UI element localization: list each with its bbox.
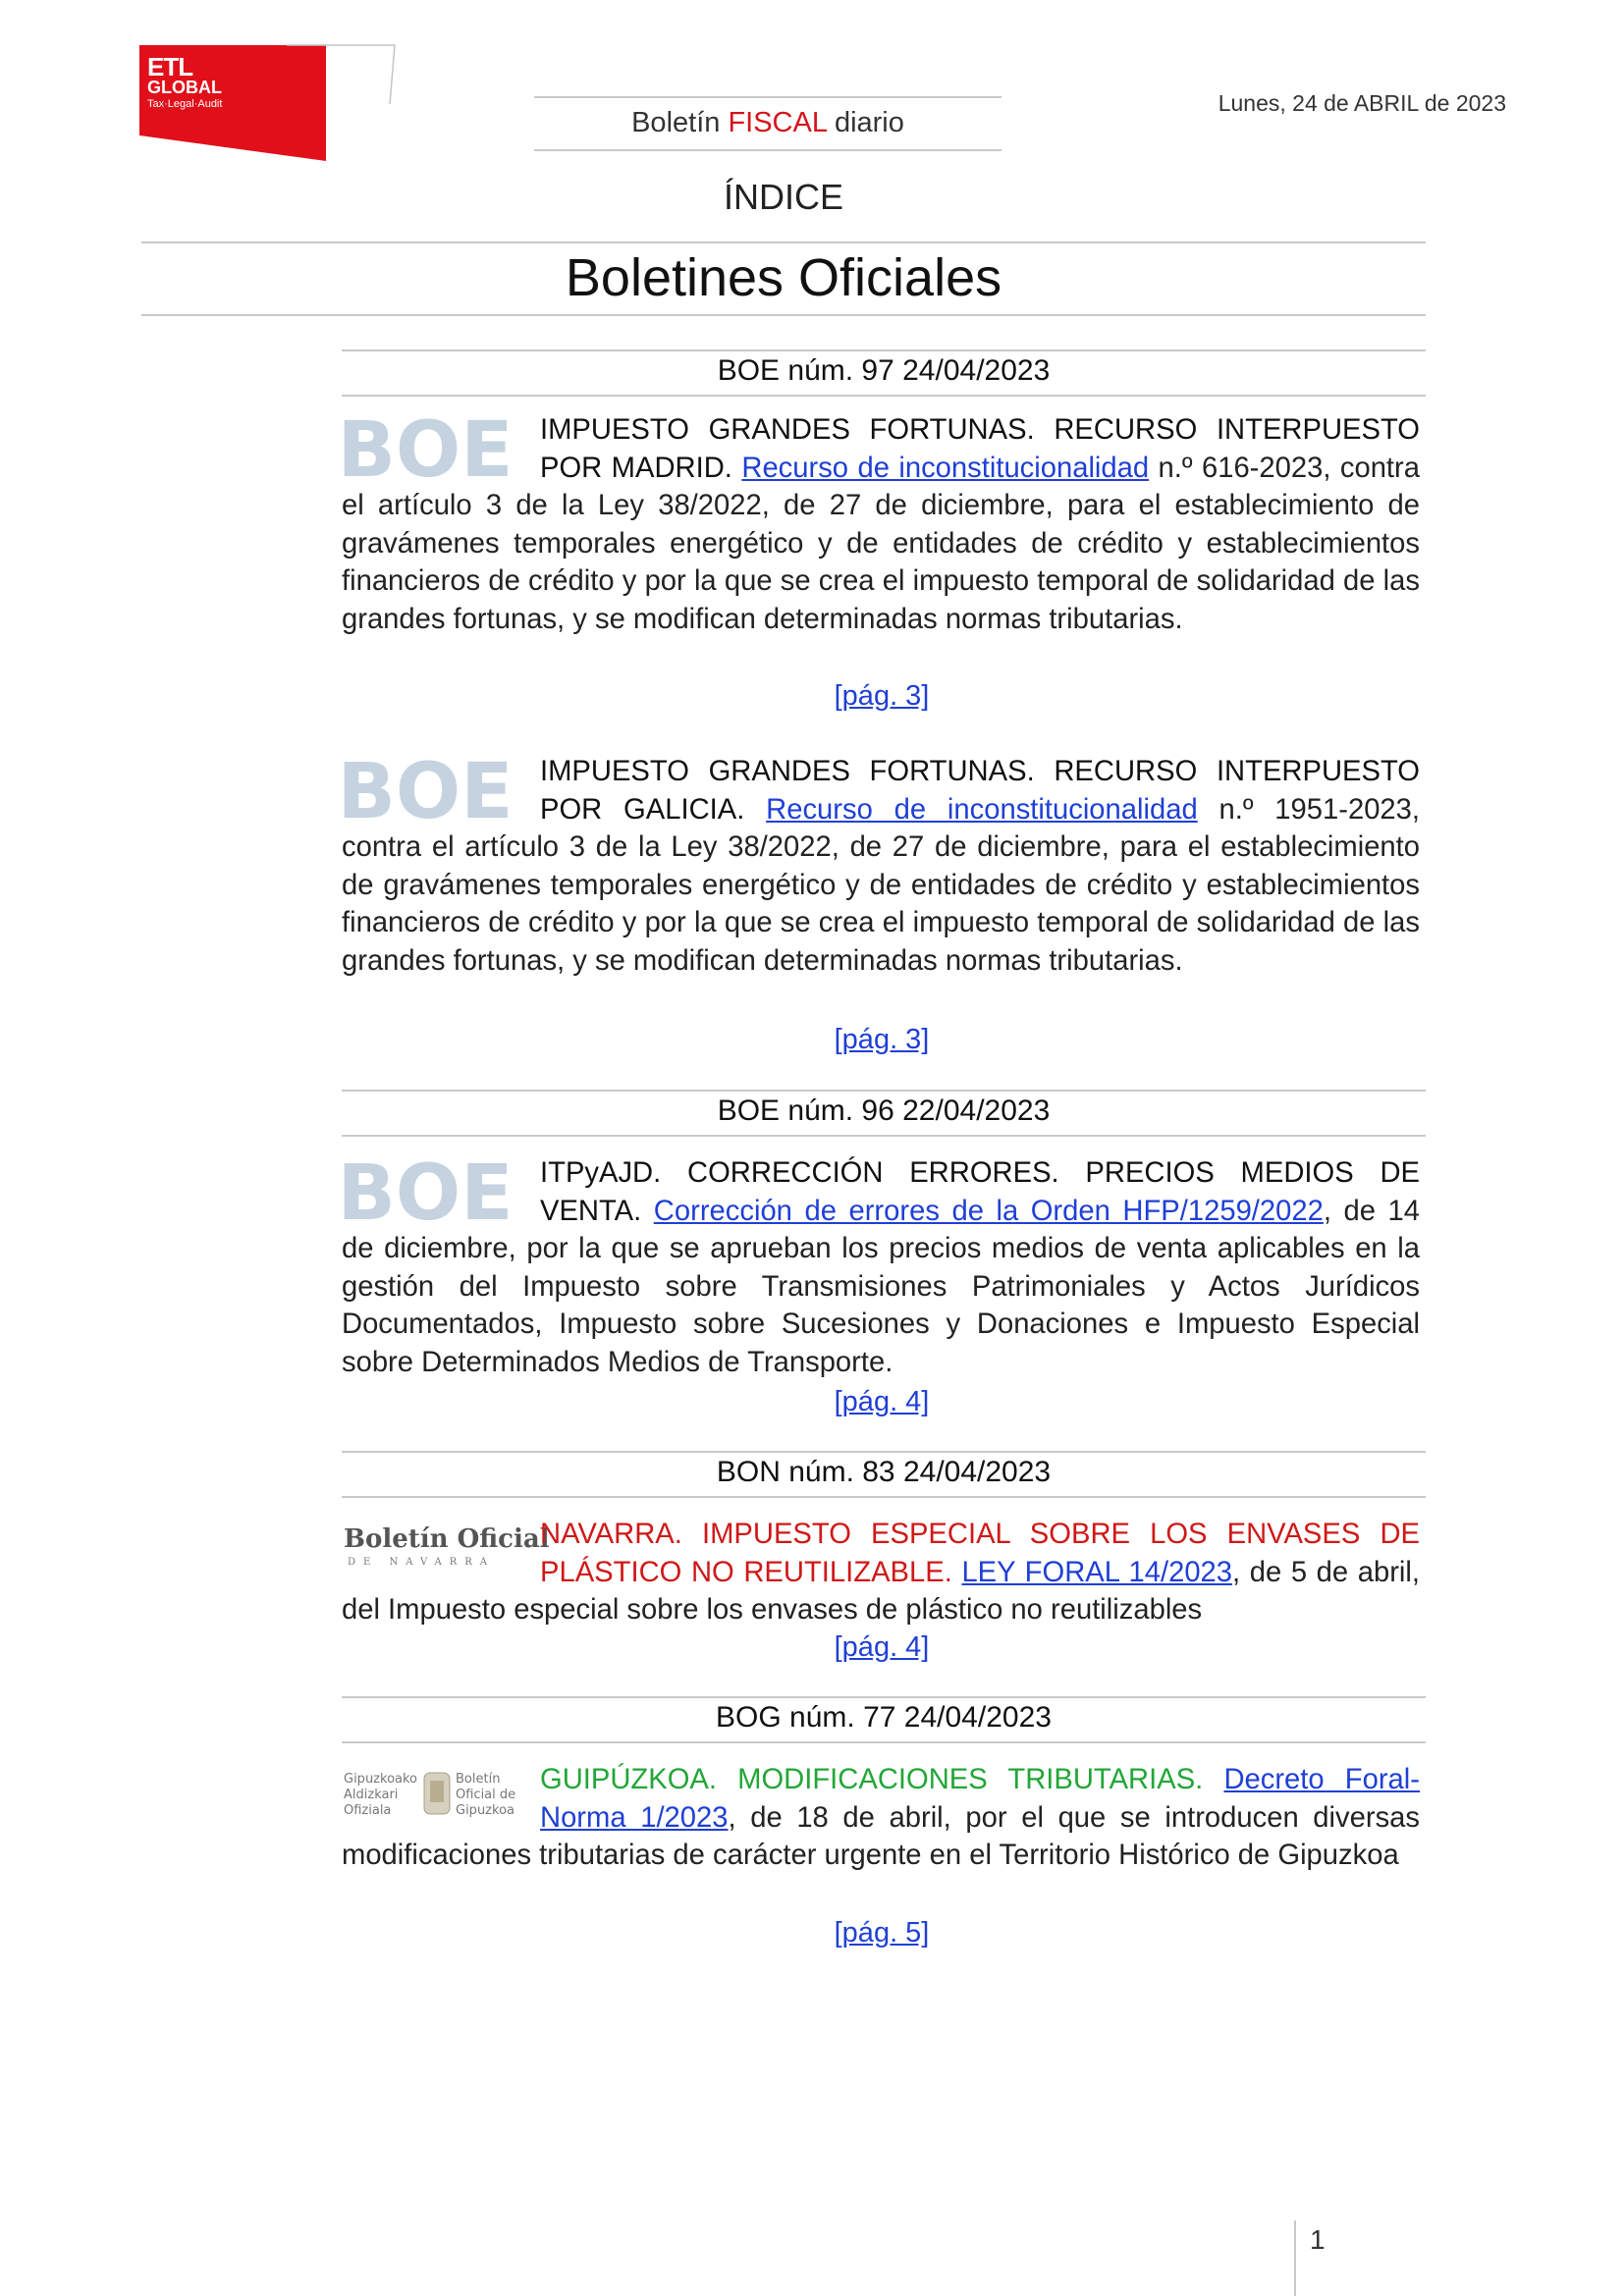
entry-body: n.º 1951-2023, contra el artículo 3 de la Ley 38/2022, de 27 de diciembre, para el establecimiento de gravámenes temporales energético y de entidades de crédito y establecimientos financieros de crédito y por la que se crea el impuesto temporal de solidaridad de las grandes fortunas, y se modifican determinadas normas tributarias. (342, 793, 1420, 977)
entry-heading: NAVARRA. IMPUESTO ESPECIAL SOBRE LOS ENVASES DE PLÁSTICO NO REUTILIZABLE. (540, 1519, 1420, 1588)
page-number-separator (1294, 2220, 1296, 2296)
orden-hfp-1259-2022-link[interactable]: Corrección de errores de la Orden HFP/1259/2022 (653, 1195, 1324, 1227)
etl-global-logo (139, 45, 395, 161)
bog-logo-right-3: Gipuzkoa (456, 1803, 514, 1818)
entry-body: , de 14 de diciembre, por la que se aprueban los precios medios de venta aplicables en la gestión del Impuesto sobre Transmisiones Patrimoniales y Actos Jurídicos Documentados, Impuesto sobre Sucesiones y Donaciones e Impuesto Especial sobre Determinados Medios de Transporte. (342, 1195, 1420, 1378)
entry-page-ref (342, 1914, 1422, 1951)
publication-date: Lunes, 24 de ABRIL de 2023 (1218, 90, 1506, 116)
page-link[interactable]: [pág. 5] (834, 1917, 930, 1949)
entry-body: , de 5 de abril, del Impuesto especial sobre los envases de plástico no reutilizables (342, 1556, 1420, 1626)
logo-main-text: ETL (147, 52, 193, 81)
boe-logo-text: BOE (337, 406, 514, 495)
ley-foral-14-2023-link[interactable]: LEY FORAL 14/2023 (961, 1556, 1233, 1588)
entry-heading: IMPUESTO GRANDES FORTUNAS. RECURSO INTERPUESTO POR MADRID. (540, 414, 1420, 484)
bulletin-header-boe-96: BOE núm. 96 22/04/2023 (717, 1095, 1051, 1127)
logo-sub-text: GLOBAL (147, 78, 222, 97)
entry-guipuzkoa-modificaciones (342, 1761, 1420, 1875)
entry-navarra-envases-plastico (342, 1516, 1420, 1629)
divider (342, 1496, 1426, 1498)
entry-impuesto-fortunas-madrid (337, 406, 1420, 638)
bulletin-title-suffix: diario (826, 107, 904, 138)
boe-logo-icon (337, 1149, 514, 1238)
divider (141, 314, 1426, 316)
bon-logo-line2: DE NAVARRA (348, 1557, 496, 1568)
entry-itpajd-correccion (337, 1149, 1420, 1381)
recurso-inconstitucionalidad-madrid-link[interactable]: Recurso de inconstitucionalidad (741, 452, 1150, 484)
bon-logo-line1: Boletín Oficial (344, 1524, 550, 1554)
decreto-foral-norma-1-2023-link[interactable]: Decreto Foral-Norma 1/2023 (540, 1764, 1420, 1834)
entry-impuesto-fortunas-galicia (337, 748, 1420, 980)
page-link[interactable]: [pág. 4] (834, 1386, 930, 1417)
boe-logo-text: BOE (337, 1149, 514, 1238)
entry-page-ref (342, 1383, 1422, 1420)
entry-heading: GUIPÚZKOA. MODIFICACIONES TRIBUTARIAS. (540, 1764, 1224, 1795)
bog-logo-left-2: Aldizkari (344, 1788, 399, 1802)
bulletin-title-prefix: Boletín (631, 107, 729, 138)
entry-page-ref (342, 677, 1422, 715)
bulletin-header-boe-97: BOE núm. 97 24/04/2023 (717, 354, 1051, 387)
page-number: 1 (1310, 2224, 1326, 2255)
bulletin-header-bon-83: BON núm. 83 24/04/2023 (716, 1456, 1052, 1488)
divider (141, 241, 1426, 243)
divider (342, 1135, 1426, 1137)
entry-heading: ITPyAJD. CORRECCIÓN ERRORES. PRECIOS MEDIOS DE VENTA. (540, 1157, 1420, 1227)
bog-gipuzkoa-logo-icon (342, 1765, 516, 1826)
entry-body: , de 18 de abril, por el que se introducen diversas modificaciones tributarias de carácter urgente en el Territorio Histórico de Gipuzkoa (342, 1801, 1420, 1871)
entry-page-ref (342, 1629, 1422, 1666)
boe-logo-text: BOE (337, 748, 514, 836)
entry-heading: IMPUESTO GRANDES FORTUNAS. RECURSO INTERPUESTO POR GALICIA. (540, 756, 1420, 826)
index-title: ÍNDICE (723, 177, 843, 217)
bulletin-title-accent: FISCAL (728, 107, 827, 138)
bon-navarra-logo-icon (342, 1520, 550, 1571)
entry-body: n.º 616-2023, contra el artículo 3 de la Ley 38/2022, de 27 de diciembre, para el establecimiento de gravámenes temporales energético y de entidades de crédito y establecimientos financieros de crédito y por la que se crea el impuesto temporal de solidaridad de las grandes fortunas, y se modifican determinadas normas tributarias. (342, 452, 1420, 635)
bog-logo-right-2: Oficial de (456, 1788, 516, 1802)
boe-logo-icon (337, 748, 514, 836)
bulletin-title (534, 96, 1001, 151)
entry-page-ref (342, 1021, 1422, 1058)
page-link[interactable]: [pág. 3] (834, 1024, 930, 1055)
bog-logo-left-3: Ofiziala (344, 1803, 392, 1818)
bog-logo-right-1: Boletín (456, 1772, 501, 1787)
logo-tagline: Tax·Legal·Audit (147, 98, 223, 110)
page-link[interactable]: [pág. 3] (834, 680, 930, 712)
bulletin-header-bog-77: BOG núm. 77 24/04/2023 (716, 1701, 1052, 1734)
bog-logo-left-1: Gipuzkoako (344, 1772, 418, 1787)
divider (342, 395, 1426, 397)
divider (342, 1741, 1426, 1743)
boe-logo-icon (337, 406, 514, 495)
page-link[interactable]: [pág. 4] (834, 1631, 930, 1663)
recurso-inconstitucionalidad-galicia-link[interactable]: Recurso de inconstitucionalidad (766, 793, 1198, 826)
section-title: Boletines Oficiales (565, 248, 1002, 307)
